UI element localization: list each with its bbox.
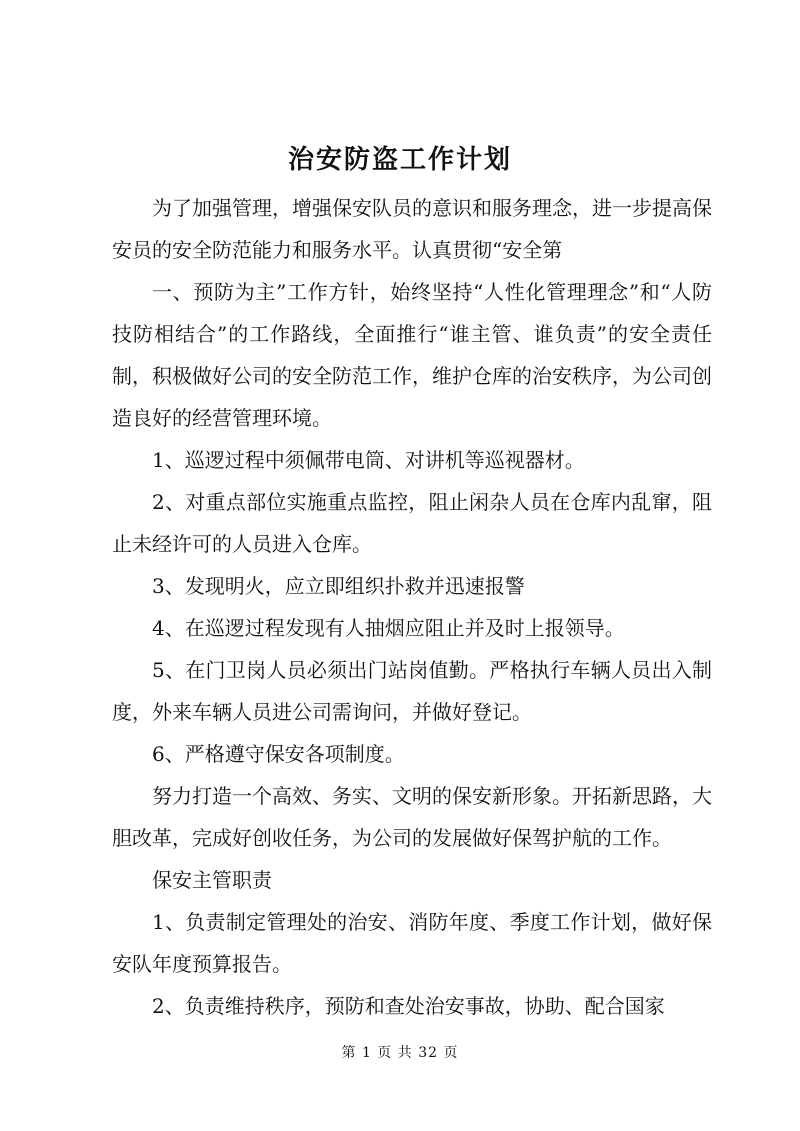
paragraph-policy: 一、预防为主”工作方针，始终坚持“人性化管理理念”和“人防技防相结合”的工作路线，全面推行“谁主管、谁负责”的安全责任制，积极做好公司的安全防范工作，维护仓库的治安秩序，为公司创造良好的经营管理环境。 [112,280,712,430]
document-body [112,187,712,1027]
page-footer: 第 1 页 共 32 页 [341,1045,459,1061]
paragraph-item-4: 4、在巡逻过程发现有人抽烟应阻止并及时上报领导。 [152,616,625,640]
duty-item-2: 2、负责维持秩序，预防和查处治安事故，协助、配合国家 [152,994,665,1018]
paragraph-item-1: 1、巡逻过程中须佩带电筒、对讲机等巡视器材。 [152,448,585,472]
paragraph-goal: 努力打造一个高效、务实、文明的保安新形象。开拓新思路，大胆改革，完成好创收任务，为公司的发展做好保驾护航的工作。 [112,784,712,850]
paragraph-item-2: 2、对重点部位实施重点监控，阻止闲杂人员在仓库内乱窜，阻止未经许可的人员进入仓库。 [112,490,712,556]
paragraph-item-6: 6、严格遵守保安各项制度。 [152,742,405,766]
paragraph-item-5: 5、在门卫岗人员必须出门站岗值勤。严格执行车辆人员出入制度，外来车辆人员进公司需询问，并做好登记。 [112,658,712,724]
duty-item-1: 1、负责制定管理处的治安、消防年度、季度工作计划，做好保安队年度预算报告。 [112,910,712,976]
paragraph-intro: 为了加强管理，增强保安队员的意识和服务理念，进一步提高保安员的安全防范能力和服务水平。认真贯彻“安全第 [112,196,712,262]
section-heading: 保安主管职责 [152,868,272,892]
paragraph-item-3: 3、发现明火，应立即组织扑救并迅速报警 [152,574,525,598]
document-title: 治安防盗工作计划 [287,145,512,175]
